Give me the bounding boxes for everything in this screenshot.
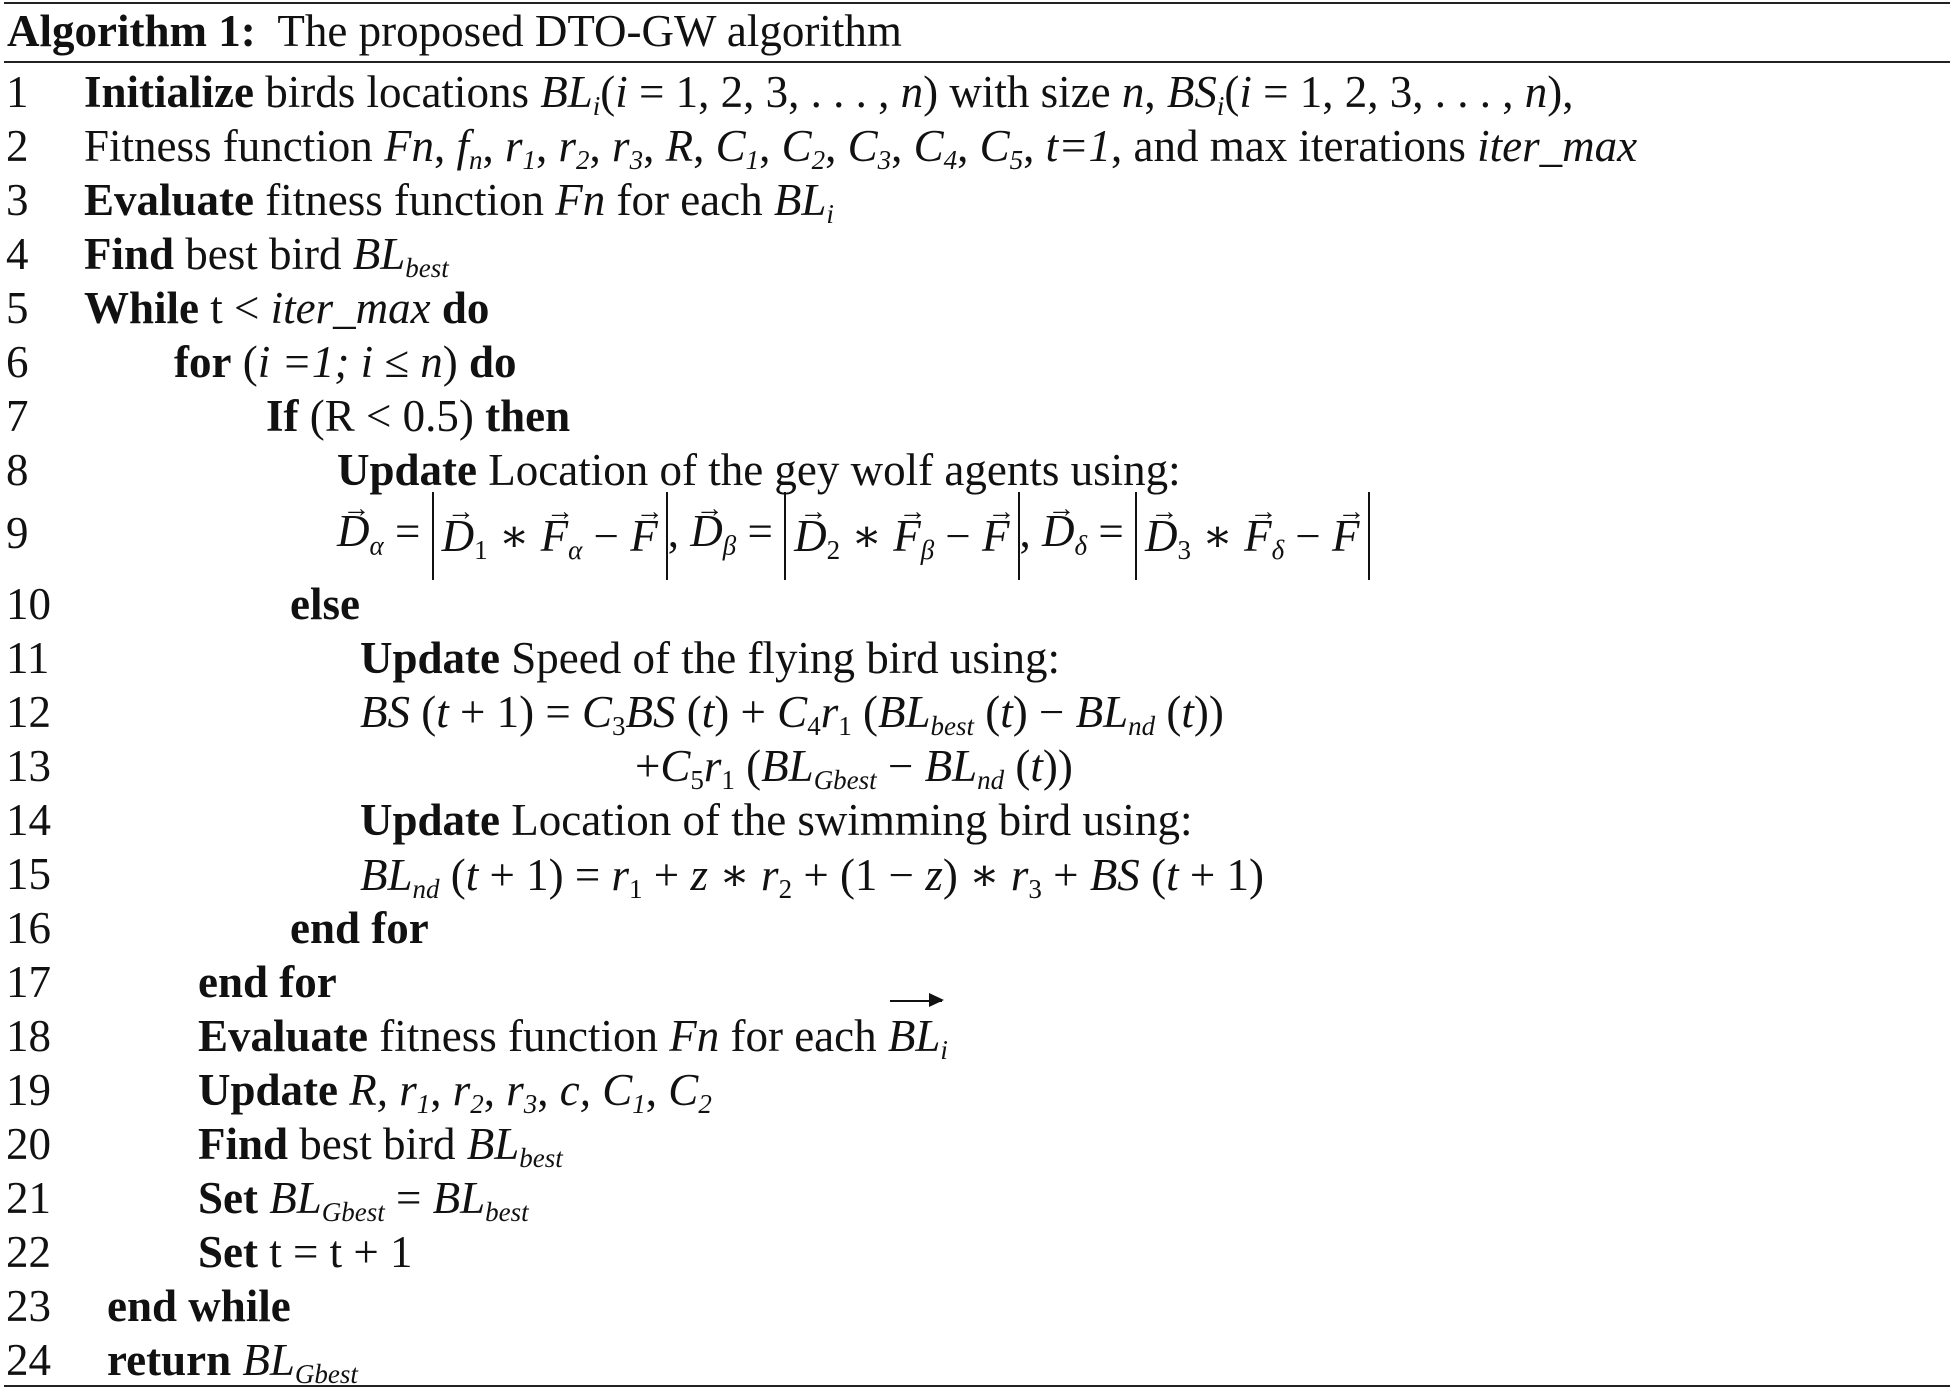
line-number: 8 — [6, 445, 29, 495]
line-number: 15 — [6, 849, 51, 899]
line-number: 21 — [6, 1173, 51, 1223]
code-line: Update Location of the gey wolf agents using: — [337, 445, 1181, 495]
code-line: Fitness function Fn, $f_n$, $r_1$, $r_2$, $r_3$, R, $C_1$, $C_2$, $C_3$, $C_4$, $C_5$, t=1, and max iterations iter_max — [84, 121, 1638, 176]
code-line: end while — [107, 1281, 291, 1331]
code-line: Update R, $r_1$, $r_2$, $r_3$, c, $C_1$, $C_2$ — [198, 1065, 712, 1120]
code-line-equation: → $D_\alpha$ = → $D_1$ ∗ → $F_\alpha$ − → F , → $D_\beta$ = → $D_2$ ∗ → $F_\beta$ − → F , → $D_\delta$ = → $D_3$ ∗ → $F_\delta$ − → F — [337, 492, 1370, 580]
code-line: end for — [198, 957, 337, 1007]
line-number: 17 — [6, 957, 51, 1007]
line-number: 24 — [6, 1335, 51, 1385]
code-line: Set $BL_{Gbest} = BL_{best}$ — [198, 1173, 529, 1228]
code-line: Set t = t + 1 — [198, 1227, 413, 1277]
algorithm-label: Algorithm 1: — [7, 6, 256, 56]
algorithm-title — [7, 3, 902, 59]
code-line: Initialize birds locations $BL_i(i = 1$, 2, 3, . . . , n) with size n, $BS_i(i = 1$, 2, 3, . . . , n), — [84, 67, 1574, 122]
code-line: Evaluate fitness function Fn for each $BL_i$ — [84, 175, 834, 230]
code-line: Evaluate fitness function Fn for each $BL_i$ — [198, 1011, 948, 1066]
code-line: else — [290, 579, 360, 629]
line-number: 19 — [6, 1065, 51, 1115]
line-number: 3 — [6, 175, 29, 225]
code-line: end for — [290, 903, 429, 953]
line-number: 12 — [6, 687, 51, 737]
code-line: If (R < 0.5) then — [266, 391, 571, 441]
line-number: 9 — [6, 508, 29, 558]
line-number: 10 — [6, 579, 51, 629]
code-line: $BL_{nd}$ $(t + 1) = r_1 + z$ ∗ $r_2 + (1 - z)$ ∗ $r_3$ + BS (t + 1) — [360, 850, 1264, 905]
code-line: return $BL_{Gbest}$ — [107, 1335, 358, 1390]
line-number: 16 — [6, 903, 51, 953]
code-line: BS $(t + 1) = C_3BS$ $(t) + C_4r_1$ ($BL_{best}$ $(t) - BL_{nd}$ (t)) — [360, 687, 1224, 742]
line-number: 1 — [6, 67, 29, 117]
code-line: Find best bird $BL_{best}$ — [198, 1119, 563, 1174]
line-number: 5 — [6, 283, 29, 333]
line-number: 23 — [6, 1281, 51, 1331]
code-line: While t < iter_max do — [84, 283, 490, 333]
line-number: 14 — [6, 795, 51, 845]
line-number: 6 — [6, 337, 29, 387]
line-number: 18 — [6, 1011, 51, 1061]
code-line: $+C_5r_1$ ($BL_{Gbest} - BL_{nd}$ (t)) — [635, 741, 1073, 796]
line-number: 20 — [6, 1119, 51, 1169]
code-line: Update Speed of the flying bird using: — [360, 633, 1060, 683]
algorithm-name: The proposed DTO-GW algorithm — [277, 6, 902, 56]
line-number: 4 — [6, 229, 29, 279]
line-number: 22 — [6, 1227, 51, 1277]
line-number: 13 — [6, 741, 51, 791]
line-number: 11 — [6, 633, 50, 683]
header-rule — [4, 61, 1950, 63]
code-line: Update Location of the swimming bird using: — [360, 795, 1193, 845]
line-number: 7 — [6, 391, 29, 441]
code-line: Find best bird $BL_{best}$ — [84, 229, 449, 284]
code-line: for (i =1; i ≤ n) do — [174, 337, 517, 387]
line-number: 2 — [6, 121, 29, 171]
